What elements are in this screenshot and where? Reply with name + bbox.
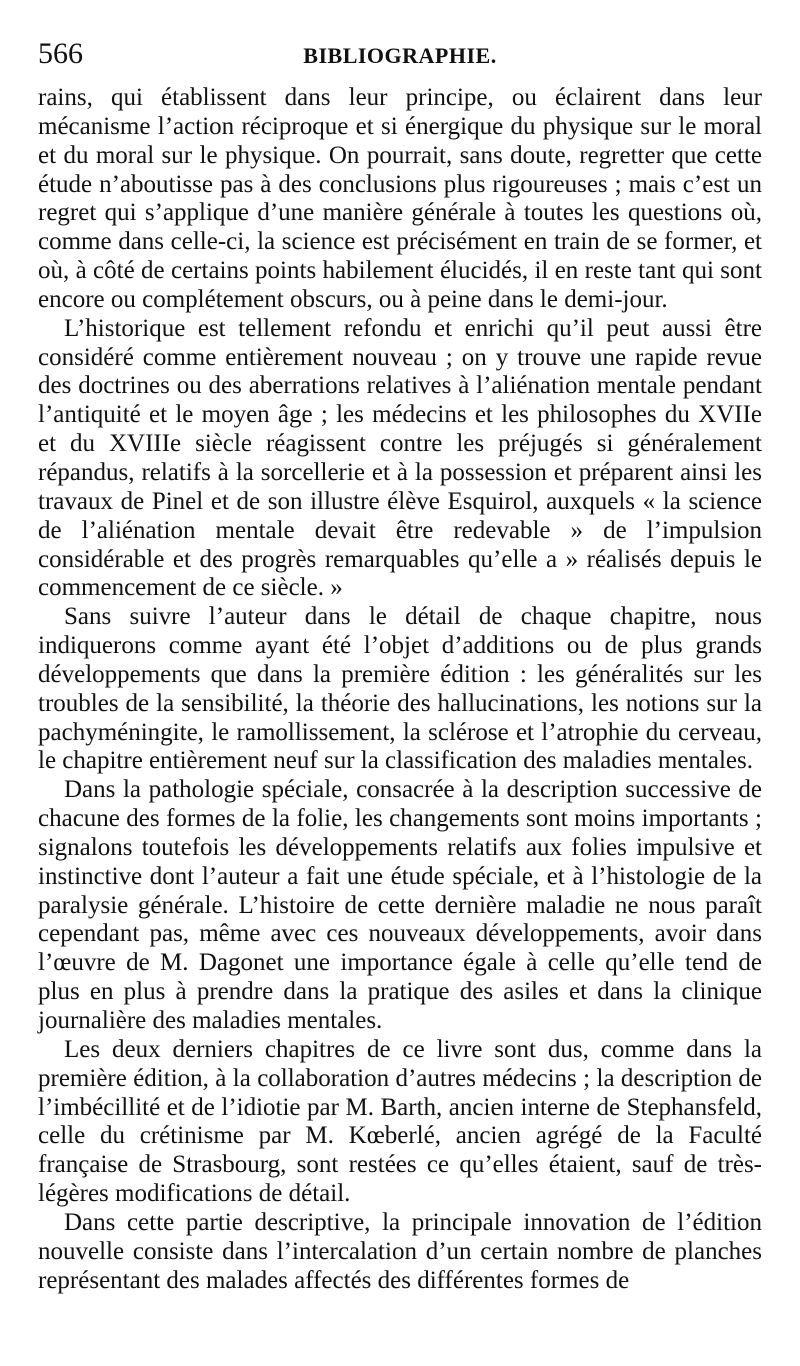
running-head (38, 34, 762, 84)
page-number: 566 (38, 37, 83, 70)
paragraph-pathologie: Dans la pathologie spéciale, consacrée à la description successive de chacune des formes de la folie, les changements sont moins importants ; signalons toutefois les développements relatifs aux folies impulsive et instinctive dont l’auteur a fait une étude spéciale, et à l’histologie de la paralysie générale. L’histoire de cette dernière maladie ne nous paraît cependant pas, même avec ces nouveaux développements, avoir dans l’œuvre de M. Dagonet une importance égale à celle qu’elle tend de plus en plus à prendre dans la pratique des asiles et dans la clinique journalière des maladies mentales. (38, 776, 762, 1034)
book-page (38, 34, 762, 1295)
section-title: BIBLIOGRAPHIE. (303, 43, 497, 68)
paragraph-additions: Sans suivre l’auteur dans le détail de chaque chapitre, nous indiquerons comme ayant été l’objet d’additions ou de plus grands développements que dans la première édition : les généralités sur les troubles de la sensibilité, la théorie des hallucinations, les notions sur la pachyméningite, le ramollissement, la sclérose et l’atrophie du cerveau, le chapitre entièrement neuf sur la classification des maladies mentales. (38, 603, 762, 775)
paragraph-collaboration: Les deux derniers chapitres de ce livre sont dus, comme dans la première édition, à la collaboration d’autres médecins ; la description de l’imbécillité et de l’idiotie par M. Barth, ancien interne de Stephansfeld, celle du crétinisme par M. Kœberlé, ancien agrégé de la Faculté française de Strasbourg, sont restées ce qu’elles étaient, sauf de très-légères modifications de détail. (38, 1035, 762, 1208)
body-text (38, 84, 762, 1295)
paragraph-innovation: Dans cette partie descriptive, la principale innovation de l’édition nouvelle consiste dans l’intercalation d’un certain nombre de planches représentant des malades affectés des différentes formes de (38, 1208, 762, 1294)
paragraph-continuation: rains, qui établissent dans leur principe, ou éclairent dans leur mécanisme l’action réciproque et si énergique du physique sur le moral et du moral sur le physique. On pourrait, sans doute, regretter que cette étude n’aboutisse pas à des conclusions plus rigoureuses ; mais c’est un regret qui s’applique d’une manière générale à toutes les questions où, comme dans celle-ci, la science est précisément en train de se former, et où, à côté de certains points habilement élucidés, il en reste tant qui sont encore ou complétement obscurs, ou à peine dans le demi-jour. (38, 84, 762, 313)
paragraph-historique: L’historique est tellement refondu et enrichi qu’il peut aussi être considéré comme entièrement nouveau ; on y trouve une rapide revue des doctrines ou des aberrations relatives à l’aliénation mentale pendant l’antiquité et le moyen âge ; les médecins et les philosophes du XVIIe et du XVIIIe siècle réagissent contre les préjugés si généralement répandus, relatifs à la sorcellerie et à la possession et préparent ainsi les travaux de Pinel et de son illustre élève Esquirol, auxquels « la science de l’aliénation mentale devait être redevable » de l’impulsion considérable et des progrès remarquables qu’elle a » réalisés depuis le commencement de ce siècle. » (38, 314, 762, 602)
